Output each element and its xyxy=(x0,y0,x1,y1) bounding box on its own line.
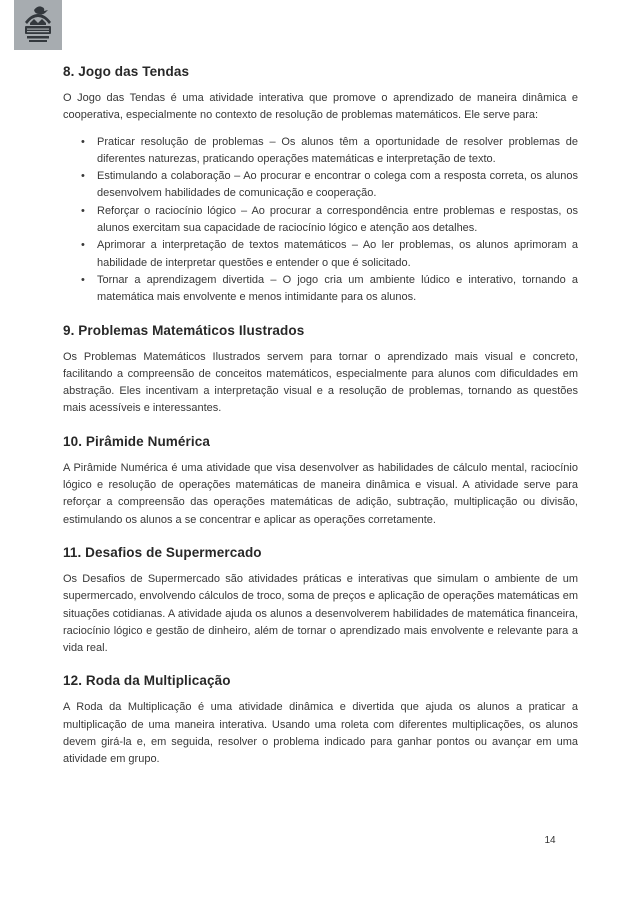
page-number: 14 xyxy=(544,835,556,846)
section-paragraph-10: A Pirâmide Numérica é uma atividade que visa desenvolver as habilidades de cálculo mental, raciocínio lógico e resolução de operações matemáticas de maneira dinâmica e visual. A atividade serve para reforçar a compreensão das operações matemáticas de adição, subtração, multiplicação ou divisão, estimulando os alunos a se concentrar e aplicar as operações corretamente. xyxy=(63,461,578,526)
section-heading-12: 12. Roda da Multiplicação xyxy=(63,673,231,689)
section-heading-10: 10. Pirâmide Numérica xyxy=(63,433,210,449)
section-paragraph-11: Os Desafios de Supermercado são atividades práticas e interativas que simulam o ambiente de um supermercado, envolvendo cálculos de troco, soma de preços e aplicação de operações matemáticas em situações cotidianas. A atividade ajuda os alunos a desenvolverem habilidades de matemática financeira, raciocínio lógico e gestão de dinheiro, além de tornar o aprendizado mais envolvente e relevante para a vida real. xyxy=(63,572,578,655)
section-heading-8: 8. Jogo das Tendas xyxy=(63,64,190,79)
section-heading-9: 9. Problemas Matemáticos Ilustrados xyxy=(63,322,305,338)
section-paragraph-8: O Jogo das Tendas é uma atividade interativa que promove o aprendizado de maneira dinâmica e cooperativa, especialmente no contexto de resolução de problemas matemáticos. Ele serve para: xyxy=(63,92,578,122)
section-8-bullet-list xyxy=(63,134,578,307)
bullet-item: • Reforçar o raciocínio lógico – Ao procurar a correspondência entre problemas e respostas, os alunos exercitam sua capacidade de raciocínio lógico e atenção aos detalhes. xyxy=(97,203,578,238)
crest-icon xyxy=(21,4,55,46)
bullet-item: • Aprimorar a interpretação de textos matemáticos – Ao ler problemas, os alunos aprimoram a habilidade de interpretar questões e entender o que é solicitado. xyxy=(97,237,578,272)
bullet-item: • Praticar resolução de problemas – Os alunos têm a oportunidade de resolver problemas de diferentes naturezas, praticando operações matemáticas e interpretação de texto. xyxy=(97,134,578,169)
document-body xyxy=(63,63,578,769)
section-paragraph-9: Os Problemas Matemáticos Ilustrados servem para tornar o aprendizado mais visual e concreto, facilitando a compreensão de conceitos matemáticos, especialmente para alunos com dificuldades em abstração. Eles incentivam a interpretação visual e a resolução de problemas, tornando as questões mais acessíveis e interessantes. xyxy=(63,350,578,415)
school-crest-logo xyxy=(14,0,62,50)
bullet-item: • Estimulando a colaboração – Ao procurar e encontrar o colega com a resposta correta, os alunos desenvolvem habilidades de comunicação e cooperação. xyxy=(97,168,578,203)
bullet-item: • Tornar a aprendizagem divertida – O jogo cria um ambiente lúdico e interativo, tornando a matemática mais envolvente e menos intimidante para os alunos. xyxy=(97,272,578,307)
section-heading-11: 11. Desafios de Supermercado xyxy=(63,544,262,560)
section-paragraph-12: A Roda da Multiplicação é uma atividade dinâmica e divertida que ajuda os alunos a praticar a multiplicação de uma maneira interativa. Usando uma roleta com diferentes multiplicações, os alunos devem girá-la e, em seguida, resolver o problema indicado para ganhar pontos ou avançar em uma atividade em grupo. xyxy=(63,701,578,766)
